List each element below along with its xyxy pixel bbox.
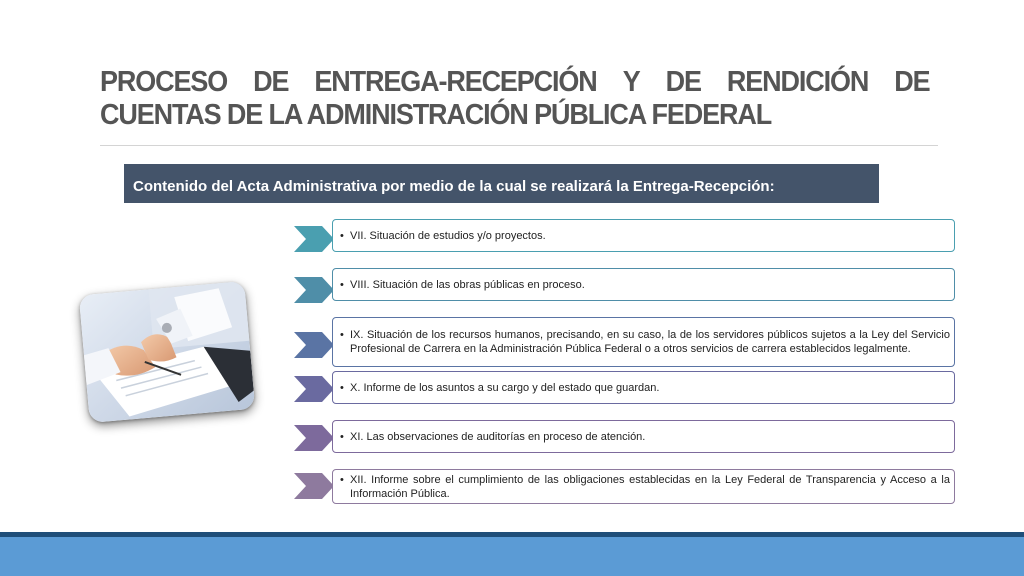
- title-line-1: [100, 66, 930, 99]
- footer-band: [0, 537, 1024, 576]
- chevron-arrow-icon: [294, 226, 334, 252]
- list-item: [332, 371, 955, 404]
- list-item-content: [340, 430, 950, 444]
- bullet-icon: •: [340, 278, 344, 291]
- list-item: [332, 317, 955, 367]
- title-word: Y: [622, 66, 640, 98]
- list-item-text: IX. Situación de los recursos humanos, precisando, en su caso, la de los servidores públicos sujetos a la Ley del Servicio Profesional de Carrera en la Administración Pública Federal o a otros servicios de carrera establecidos legalmente.: [350, 329, 950, 355]
- bullet-icon: •: [340, 381, 344, 394]
- title-line-2: CUENTAS DE LA ADMINISTRACIÓN PÚBLICA FEDERAL: [100, 99, 772, 131]
- list-item-content: [340, 381, 950, 395]
- title-word: PROCESO: [100, 66, 228, 98]
- title-word: DE: [894, 66, 930, 98]
- list-item-text: VIII. Situación de las obras públicas en proceso.: [350, 278, 585, 291]
- document-signing-photo: [79, 281, 256, 423]
- chevron-arrow-icon: [294, 473, 334, 499]
- bullet-icon: •: [340, 473, 344, 486]
- list-item-content: [340, 473, 950, 501]
- list-item-text: XI. Las observaciones de auditorías en proceso de atención.: [350, 430, 646, 443]
- list-item-content: [340, 278, 950, 292]
- list-item-content: [340, 328, 950, 356]
- title-word: RENDICIÓN: [726, 66, 869, 98]
- list-item: [332, 469, 955, 504]
- document-signing-illustration: [79, 281, 256, 423]
- title-word: DE: [253, 66, 289, 98]
- list-item-content: [340, 229, 950, 243]
- slide-title: [100, 66, 930, 132]
- list-item: [332, 420, 955, 453]
- list-item: [332, 219, 955, 252]
- chevron-arrow-icon: [294, 332, 334, 358]
- bullet-icon: •: [340, 329, 344, 341]
- title-divider: [100, 145, 938, 146]
- list-item-text: VII. Situación de estudios y/o proyectos.: [350, 229, 546, 242]
- list-item: [332, 268, 955, 301]
- bullet-icon: •: [340, 229, 344, 242]
- subtitle-banner: Contenido del Acta Administrativa por medio de la cual se realizará la Entrega-Recepción:: [124, 164, 879, 203]
- list-item-text: X. Informe de los asuntos a su cargo y del estado que guardan.: [350, 381, 660, 394]
- chevron-arrow-icon: [294, 425, 334, 451]
- list-item-text: XII. Informe sobre el cumplimiento de las obligaciones establecidas en la Ley Federal de Transparencia y Acceso a la Información Pública.: [350, 473, 950, 500]
- title-word: DE: [665, 66, 701, 98]
- title-word: ENTREGA-RECEPCIÓN: [314, 66, 597, 98]
- bullet-icon: •: [340, 430, 344, 443]
- chevron-arrow-icon: [294, 376, 334, 402]
- chevron-arrow-icon: [294, 277, 334, 303]
